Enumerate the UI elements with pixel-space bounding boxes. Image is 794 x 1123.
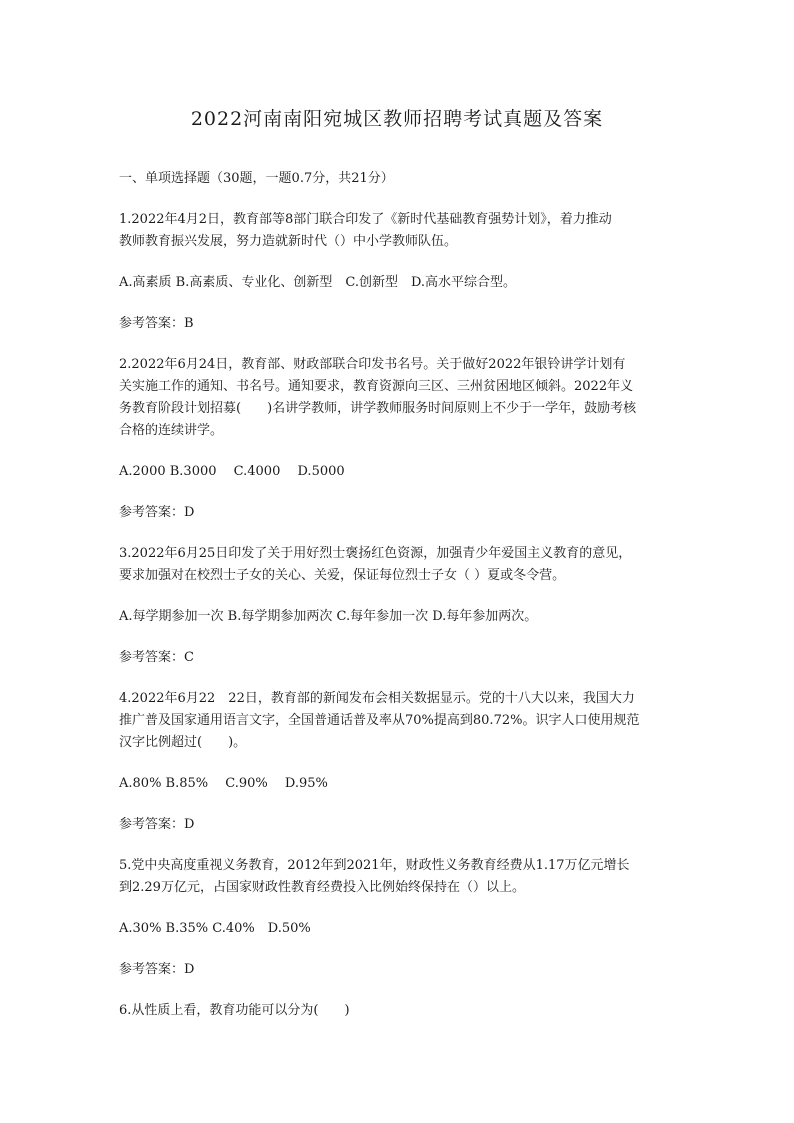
q1-options: A.高素质 B.高素质、专业化、创新型 C.创新型 D.高水平综合型。 — [119, 275, 517, 290]
q5-line-1: 5.党中央高度重视义务教育，2012年到2021年，财政性义务教育经费从1.17万亿元增长 — [119, 858, 630, 873]
q3-line-2: 要求加强对在校烈士子女的关心、关爱，保证每位烈士子女（ ）夏或冬令营。 — [119, 568, 566, 583]
q5-answer: 参考答案：D — [119, 962, 195, 977]
q4-answer: 参考答案：D — [119, 817, 195, 832]
q2-line-2: 关实施工作的通知、书名号。通知要求，教育资源向三区、三州贫困地区倾斜。2022年义 — [119, 379, 634, 394]
q2-line-1: 2.2022年6月24日，教育部、财政部联合印发书名号。关于做好2022年银铃讲学计划有 — [119, 357, 626, 372]
q1-line-1: 1.2022年4月2日，教育部等8部门联合印发了《新时代基础教育强势计划》，着力推动 — [119, 212, 612, 227]
q2-line-4: 合格的连续讲学。 — [119, 423, 224, 438]
q2-line-3: 务教育阶段计划招募( )名讲学教师，讲学教师服务时间原则上不少于一学年，鼓励考核 — [119, 401, 637, 416]
q3-line-1: 3.2022年6月25日印发了关于用好烈士褒扬红色资源，加强青少年爱国主义教育的意见， — [119, 546, 632, 561]
q1-line-2: 教师教育振兴发展，努力造就新时代（）中小学教师队伍。 — [119, 234, 458, 249]
page-title: 2022河南南阳宛城区教师招聘考试真题及答案 — [190, 108, 604, 130]
q1-answer: 参考答案：B — [119, 316, 194, 331]
q4-line-2: 推广普及国家通用语言文字，全国普通话普及率从70%提高到80.72%。识字人口使用规范 — [119, 713, 640, 728]
q4-line-1: 4.2022年6月22 22日，教育部的新闻发布会相关数据显示。党的十八大以来，我国大力 — [119, 691, 635, 706]
q3-answer: 参考答案：C — [119, 650, 194, 665]
q5-options: A.30% B.35% C.40% D.50% — [119, 921, 311, 936]
section-heading: 一、单项选择题（30题，一题0.7分，共21分） — [119, 171, 394, 186]
q4-line-3: 汉字比例超过( )。 — [119, 735, 247, 750]
q3-options: A.每学期参加一次 B.每学期参加两次 C.每年参加一次 D.每年参加两次。 — [119, 609, 538, 624]
q2-answer: 参考答案：D — [119, 505, 195, 520]
q6-line-1: 6.从性质上看，教育功能可以分为( ) — [119, 1003, 350, 1018]
q5-line-2: 到2.29万亿元，占国家财政性教育经费投入比例始终保持在（）以上。 — [119, 880, 525, 895]
q2-options: A.2000 B.3000 C.4000 D.5000 — [119, 464, 345, 479]
q4-options: A.80% B.85% C.90% D.95% — [119, 776, 328, 791]
